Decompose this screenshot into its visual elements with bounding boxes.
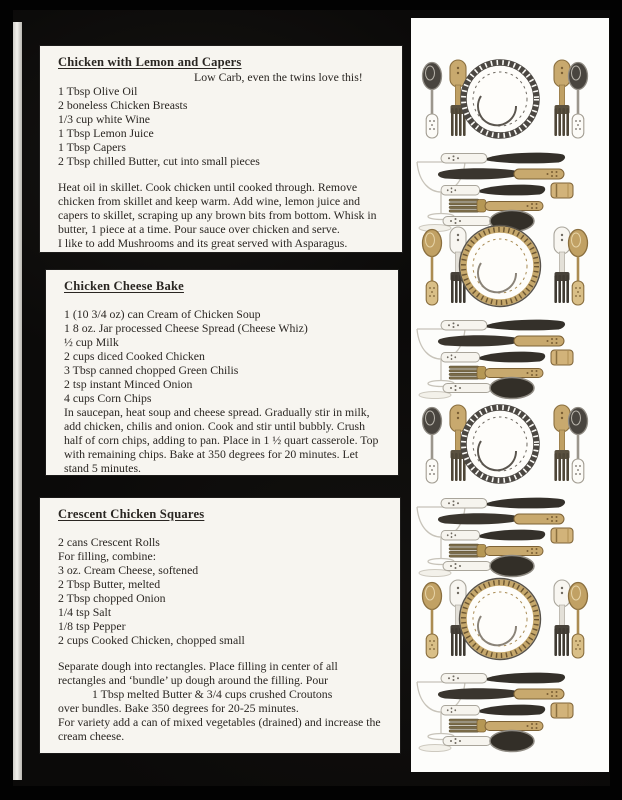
ingredient-line: 3 oz. Cream Cheese, softened (58, 563, 199, 577)
ingredient-line: For filling, combine: (58, 549, 156, 563)
tip-line: I like to add Mushrooms and its great served with Asparagus. (58, 236, 348, 250)
instructions-line: over bundles. Bake 350 degrees for 20-25 minutes. (58, 701, 299, 715)
instructions-paragraph: Separate dough into rectangles. Place filling in center of all rectangles and ‘bundle’ up dough around the filling. Pour (58, 659, 338, 687)
ingredient-line: 1 Tbsp Capers (58, 140, 126, 154)
table-setting-strip (411, 18, 609, 772)
place-setting-unit (417, 579, 588, 752)
place-setting-unit (417, 226, 588, 399)
ingredient-line: 1 Tbsp Lemon Juice (58, 126, 154, 140)
ingredient-line: 1 8 oz. Jar processed Cheese Spread (Cheese Whiz) (64, 321, 308, 335)
ingredient-line: 2 Tbsp chilled Butter, cut into small pieces (58, 154, 260, 168)
ingredient-line: 2 cups diced Cooked Chicken (64, 349, 205, 363)
ingredient-line: 2 Tbsp chopped Onion (58, 591, 166, 605)
page-edge-highlight (13, 22, 22, 780)
instructions-paragraph: In saucepan, heat soup and cheese spread. Gradually stir in milk, add chicken, chilis and onion. Cook and stir until bubbly. Crush half of corn chips, adding to pan. Place in 1 ½ quart casserole. Top with remaining chips. Bake at 350 degrees for 20 minutes. Let stand 5 minutes. (64, 405, 379, 475)
ingredient-line: ½ cup Milk (64, 335, 119, 349)
ingredient-list (64, 307, 380, 405)
ingredient-line: 1/3 cup white Wine (58, 112, 151, 126)
instructions-paragraph: Heat oil in skillet. Cook chicken until cooked through. Remove chicken from skillet and keep warm. Add wine, lemon juice and capers to skillet, scraping up any brown bits from bottom. Whisk in butter, 1 piece at a time. Pour sauce over chicken and serve. (58, 180, 377, 236)
ingredient-line: 2 tsp instant Minced Onion (64, 377, 193, 391)
place-setting-unit (417, 405, 588, 577)
ingredient-line: 2 cans Crescent Rolls (58, 535, 160, 549)
ingredient-line: 3 Tbsp canned chopped Green Chilis (64, 363, 239, 377)
ingredient-line: 1/8 tsp Pepper (58, 619, 126, 633)
ingredient-line: 1 (10 3/4 oz) can Cream of Chicken Soup (64, 307, 261, 321)
recipe-card-chicken-cheese-bake (46, 270, 398, 475)
recipe-title: Chicken Cheese Bake (64, 279, 184, 293)
place-setting-unit (417, 60, 588, 232)
recipe-card-crescent-chicken-squares (40, 498, 400, 753)
ingredient-line: 1 Tbsp Olive Oil (58, 84, 138, 98)
ingredient-list (58, 84, 384, 168)
instructions-line: For variety add a can of mixed vegetables (drained) and increase the cream cheese. (58, 715, 381, 743)
ingredient-line: 2 Tbsp Butter, melted (58, 577, 161, 591)
recipe-title: Crescent Chicken Squares (58, 507, 205, 521)
ingredient-line: 2 cups Cooked Chicken, chopped small (58, 633, 245, 647)
recipe-card-chicken-lemon-capers (40, 46, 402, 252)
ingredient-line: 1/4 tsp Salt (58, 605, 112, 619)
ingredient-line: 2 boneless Chicken Breasts (58, 98, 188, 112)
recipe-title: Chicken with Lemon and Capers (58, 55, 242, 69)
ingredient-line: 4 cups Corn Chips (64, 391, 152, 405)
instructions-indented-line: 1 Tbsp melted Butter & 3/4 cups crushed Croutons (92, 687, 333, 701)
recipe-subtitle: Low Carb, even the twins love this! (194, 70, 363, 84)
ingredient-list (58, 535, 382, 647)
